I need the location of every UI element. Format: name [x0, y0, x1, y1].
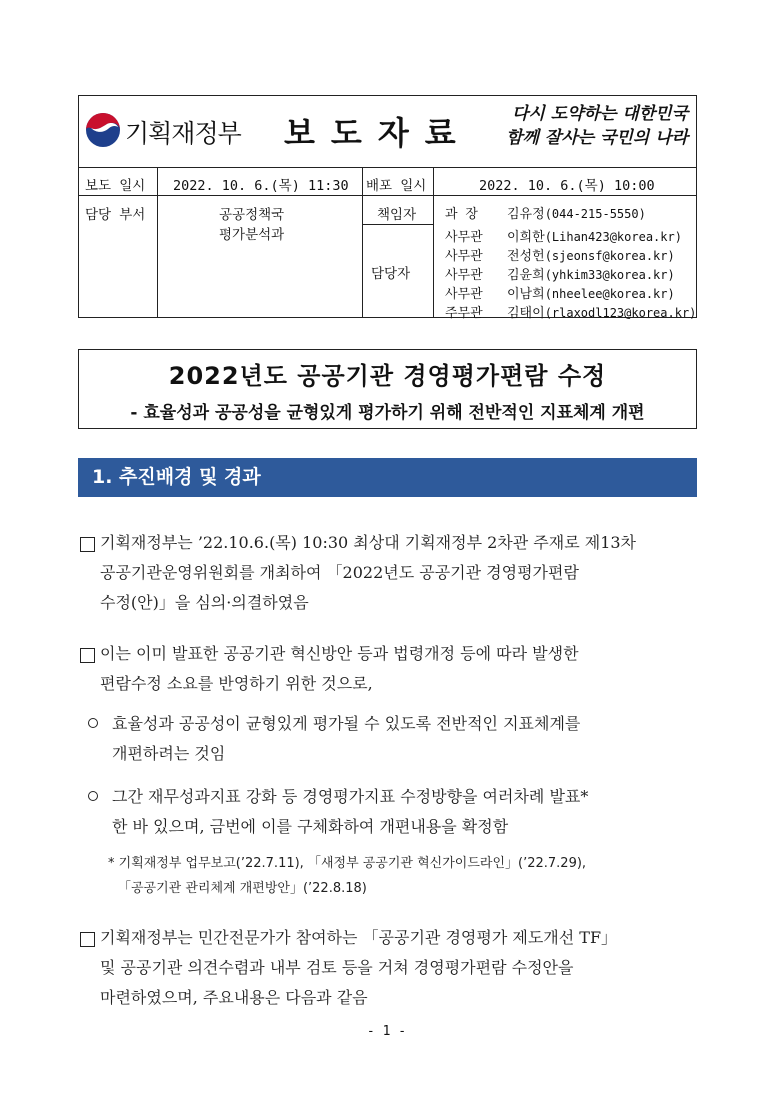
contact-name: 김윤희	[507, 268, 545, 283]
contact-name: 김유정	[507, 207, 545, 222]
contact-title: 사무관	[445, 287, 483, 302]
contact-title: 사무관	[445, 268, 483, 283]
section-heading: 1. 추진배경 및 경과	[78, 458, 697, 497]
dist-time-value: 2022. 10. 6.(목) 10:00	[479, 178, 655, 194]
press-time-label: 보도 일시	[85, 178, 146, 194]
footnote-line-2: 「공공기관 관리체계 개편방안」(’22.8.18)	[118, 881, 367, 896]
para-3-line-1: 기획재정부는 민간전문가가 참여하는 「공공기관 경영평가 제도개선 TF」	[100, 928, 618, 947]
contact-row	[445, 245, 675, 264]
contact-info: (rlaxodl123@korea.kr)	[544, 306, 697, 320]
bullet-2-line-2: 한 바 있으며, 금번에 이를 구체화하여 개편내용을 확정함	[112, 817, 509, 836]
subtitle: - 효율성과 공공성을 균형있게 평가하기 위해 전반적인 지표체계 개편	[130, 403, 645, 423]
square-bullet-icon	[80, 648, 95, 663]
contact-title: 과 장	[445, 207, 478, 222]
press-time-value: 2022. 10. 6.(목) 11:30	[173, 178, 349, 194]
header-banner	[79, 96, 696, 168]
contact-name: 이남희	[507, 287, 545, 302]
main-title: 2022년도 공공기관 경영평가편람 수정	[168, 362, 607, 390]
para-3-line-3: 마련하였으며, 주요내용은 다음과 같음	[100, 988, 368, 1007]
slogan-line-1: 다시 도약하는 대한민국	[511, 104, 688, 124]
contact-info: (Lihan423@korea.kr)	[544, 230, 682, 244]
square-bullet-icon	[80, 932, 95, 947]
page-number: - 1 -	[366, 1024, 407, 1039]
contact-title: 주무관	[445, 306, 483, 321]
bullet-1-line-1: 효율성과 공공성이 균형있게 평가될 수 있도록 전반적인 지표체계를	[112, 714, 581, 733]
contact-title: 사무관	[445, 249, 483, 264]
title-box	[78, 349, 697, 429]
contact-row	[445, 302, 696, 321]
contact-name: 이희한	[507, 230, 545, 245]
dept-label: 담당 부서	[85, 207, 146, 223]
dept-line-1: 공공정책국	[219, 207, 285, 223]
chief-label: 책임자	[377, 207, 417, 223]
press-header-table	[78, 95, 697, 321]
contact-row	[445, 203, 646, 222]
footnote-line-1: * 기획재정부 업무보고(’22.7.11), 「새정부 공공기관 혁신가이드라인」(’22.7.29),	[108, 856, 587, 871]
slogan-line-2: 함께 잘사는 국민의 나라	[506, 128, 688, 148]
para-1-line-2: 공공기관운영위원회를 개최하여 「2022년도 공공기관 경영평가편람	[100, 563, 579, 582]
contact-row	[445, 283, 675, 302]
para-1-line-1: 기획재정부는 ’22.10.6.(목) 10:30 최상대 기획재정부 2차관 주재로 제13차	[100, 533, 637, 552]
circle-bullet-icon	[88, 718, 98, 728]
contact-row	[445, 264, 675, 283]
ministry-name: 기획재정부	[125, 119, 241, 148]
square-bullet-icon	[80, 537, 95, 552]
contact-title: 사무관	[445, 230, 483, 245]
dist-time-label: 배포 일시	[366, 178, 427, 194]
contact-name: 전성헌	[507, 249, 545, 264]
contact-info: (nheelee@korea.kr)	[544, 287, 675, 301]
slogan	[506, 102, 688, 150]
contact-row	[445, 226, 682, 245]
circle-bullet-icon	[88, 791, 98, 801]
press-release-title: 보도자료	[284, 114, 472, 152]
contact-info: (yhkim33@korea.kr)	[544, 268, 675, 282]
para-2-line-1: 이는 이미 발표한 공공기관 혁신방안 등과 법령개정 등에 따라 발생한	[100, 644, 579, 663]
para-1-line-3: 수정(안)」을 심의·의결하였음	[100, 593, 309, 612]
contact-info: (044-215-5550)	[544, 207, 646, 221]
staff-label: 담당자	[371, 266, 411, 282]
government-logo-icon	[85, 112, 121, 148]
para-3-line-2: 및 공공기관 의견수렴과 내부 검토 등을 거쳐 경영평가편람 수정안을	[100, 958, 574, 977]
contact-name: 김태이	[507, 306, 545, 321]
para-2-line-2: 편람수정 소요를 반영하기 위한 것으로,	[100, 674, 373, 693]
dept-line-2: 평가분석과	[219, 227, 285, 243]
bullet-2-line-1: 그간 재무성과지표 강화 등 경영평가지표 수정방향을 여러차례 발표*	[112, 787, 589, 806]
bullet-1-line-2: 개편하려는 것임	[112, 744, 226, 763]
contact-info: (sjeonsf@korea.kr)	[544, 249, 675, 263]
